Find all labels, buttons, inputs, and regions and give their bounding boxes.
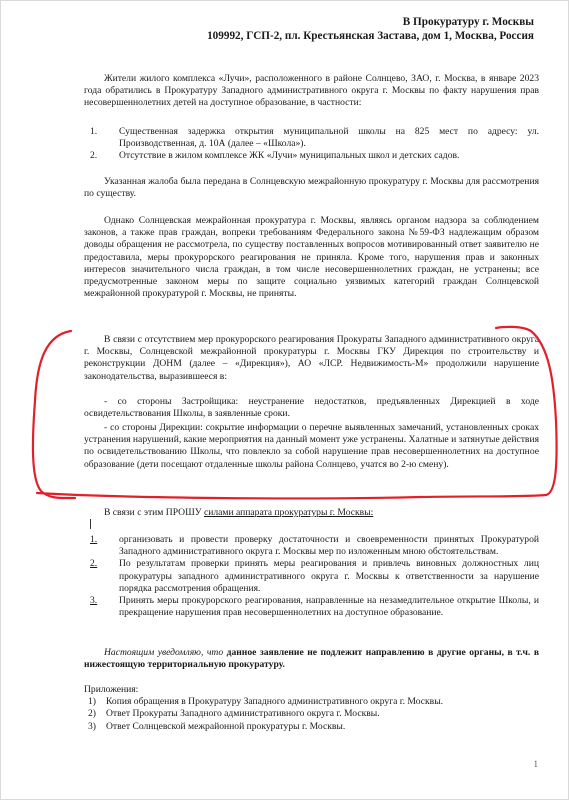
request-number: 2.	[90, 558, 98, 570]
attachment-item	[84, 721, 539, 733]
notice-italic: Настоящим уведомляю, что	[104, 647, 227, 658]
request-text: организовать и провести проверку достаточности и своевременности принятых Прокуратурой Западного административного округа г. Москвы мер по изложенным мною обстоятельствам.	[119, 534, 539, 558]
violation-developer: - со стороны Застройщика: неустранение недостатков, предъявленных Дирекцией в ходе освидетельствования Школы, в заявленные сроки.	[84, 396, 539, 420]
intro-paragraph: Жители жилого комплекса «Лучи», расположенного в районе Солнцево, ЗАО, г. Москва, в январе 2023 года обратились в Прокуратуру Западного административного округа г. Москвы по факту нарушения прав несовершеннолетних детей на доступное образование, в частности:	[84, 73, 539, 109]
notice-bold: данное заявление не подлежит направлению в другие органы, в т.ч. в нижестоящую территориальную прокуратуру.	[84, 647, 539, 671]
request-item	[84, 534, 539, 558]
violation-directorate: - со стороны Дирекции: сокрытие информации о перечне выявленных замечаний, установленных сроках устранения нарушений, какие мероприятия на данный момент уже устранены. Халатные и затянутые действия по освидетельствованию Школы, что повлекло за собой нарушение прав несовершеннолетних на доступное образование (дети посещают отдаленные школы района Солнцево, учатся во 2-ю смену).	[84, 422, 539, 470]
request-text: По результатам проверки принять меры реагирования и привлечь виновных должностных лиц прокуратуры западного административного округа г. Москвы к ответственности за нарушение порядка рассмотрения обращения.	[119, 558, 539, 594]
request-item	[84, 595, 539, 619]
issue-item	[84, 126, 539, 150]
attachment-text: Ответ Прокураты Западного административного округа г. Москвы.	[106, 708, 380, 720]
attachment-text: Ответ Солнцевской межрайонной прокуратуры г. Москвы.	[106, 720, 346, 732]
addressee-name: В Прокуратуру г. Москвы	[402, 16, 534, 28]
addressee-header	[207, 15, 534, 43]
request-item	[84, 558, 539, 595]
attachments	[84, 684, 539, 733]
response-paragraph: Однако Солнцевская межрайонная прокуратура г. Москвы, являясь органом надзора за соблюдением законов, а также прав граждан, вопреки требованиям Федерального закона №59-ФЗ надлежащим образом доводы обращения не рассмотрела, по существу поставленных вопросов мотивированный ответ заявителю не предоставила, меры прокурорского реагирования не приняла. Кроме того, нарушения прав и законных интересов значительного числа граждан, в том числе несовершеннолетних граждан, не устранены; все предусмотренные законом меры по защите социально уязвимых категорий граждан Солнцевской межрайонной прокуратурой г. Москвы, не приняты.	[84, 215, 539, 300]
request-number: 1.	[90, 534, 98, 545]
request-number: 3.	[90, 595, 98, 607]
attachment-text: Копия обращения в Прокуратуру Западного административного округа г. Москвы.	[106, 696, 444, 708]
issue-text: Отсутствие в жилом комплексе ЖК «Лучи» муниципальных школ и детских садов.	[119, 150, 460, 162]
text-cursor	[90, 519, 91, 529]
transfer-paragraph: Указанная жалоба была передана в Солнцевскую межрайонную прокуратуру г. Москвы для рассмотрения по существу.	[84, 176, 539, 200]
page-number: 1	[533, 759, 538, 769]
issue-text: Существенная задержка открытия муниципальной школы на 825 мест по адресу: ул. Производственная, д. 10А (далее – «Школа»).	[119, 126, 539, 150]
attachment-item	[84, 696, 539, 708]
violations-intro-paragraph: В связи с отсутствием мер прокурорского реагирования Прокураты Западного административного округа г. Москвы, Солнцевской межрайонной прокуратуры г. Москвы ГКУ Дирекция по строительству и реконструкции ДОНМ (далее – «Дирекция»), АО «ЛСР. Недвижимость-М» продолжили нарушение законодательства, выразившееся в:	[84, 334, 539, 382]
request-paragraph	[84, 507, 539, 519]
request-text: Принять меры прокурорского реагирования, направленные на незамедлительное открытие Школы, и прекращение нарушения прав несовершеннолетних на доступное образование.	[119, 595, 539, 619]
addressee-address: 109992, ГСП-2, пл. Крестьянская Застава, дом 1, Москва, Россия	[207, 30, 534, 42]
request-prefix: В связи с этим ПРОШУ	[104, 507, 204, 518]
attachments-title: Приложения:	[84, 684, 139, 695]
attachment-item	[84, 708, 539, 720]
attachment-number: 3)	[88, 720, 96, 732]
issue-item	[84, 150, 539, 162]
attachment-number: 2)	[88, 708, 96, 720]
issue-number: 1.	[90, 126, 98, 137]
attachment-number: 1)	[88, 696, 96, 708]
request-underlined: силами аппарата прокуратуры г. Москвы:	[203, 507, 374, 518]
notice-paragraph	[84, 647, 539, 671]
requests-list	[84, 534, 539, 619]
issue-number: 2.	[90, 150, 98, 162]
issues-list	[84, 126, 539, 163]
